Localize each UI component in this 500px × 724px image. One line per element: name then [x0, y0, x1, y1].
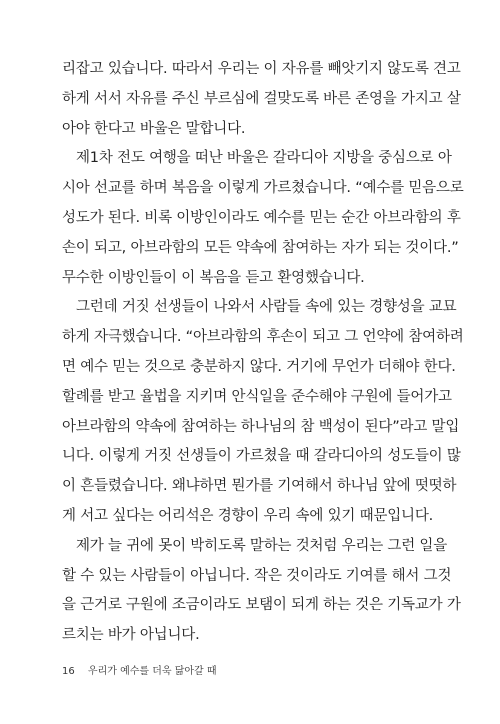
body-line: 리잡고 있습니다. 따라서 우리는 이 자유를 빼앗기지 않도록 견고 — [62, 61, 461, 77]
body-line: 르치는 바가 아닙니다. — [62, 627, 200, 643]
body-line: 하게 자극했습니다. “아브라함의 후손이 되고 그 언약에 참여하려 — [62, 329, 464, 345]
body-line: 니다. 이렇게 거짓 선생들이 가르쳤을 때 갈라디아의 성도들이 많 — [62, 448, 461, 464]
body-line: 성도가 된다. 비록 이방인이라도 예수를 믿는 순간 아브라함의 후 — [62, 210, 461, 226]
body-line: 아브라함의 약속에 참여하는 하나님의 참 백성이 된다”라고 말입 — [62, 419, 460, 435]
page-footer — [62, 665, 217, 679]
body-line: 시아 선교를 하며 복음을 이렇게 가르쳤습니다. “예수를 믿음으로 — [62, 180, 464, 196]
body-line: 무수한 이방인들이 이 복음을 듣고 환영했습니다. — [62, 270, 365, 286]
body-line: 그런데 거짓 선생들이 나와서 사람들 속에 있는 경향성을 교묘 — [76, 299, 457, 315]
body-line: 하게 서서 자유를 주신 부르심에 걸맞도록 바른 존영을 가지고 살 — [62, 91, 461, 107]
body-line: 손이 되고, 아브라함의 모든 약속에 참여하는 자가 되는 것이다.” — [62, 240, 459, 256]
body-line: 할 수 있는 사람들이 아닙니다. 작은 것이라도 기여를 해서 그것 — [62, 568, 452, 584]
body-line: 아야 한다고 바울은 말합니다. — [62, 121, 246, 137]
body-line: 할례를 받고 율법을 지키며 안식일을 준수해야 구원에 들어가고 — [62, 389, 452, 405]
body-line: 이 흔들렸습니다. 왜냐하면 뭔가를 기여해서 하나님 앞에 떳떳하 — [62, 478, 457, 494]
page-number: 16 — [62, 666, 75, 677]
body-line: 게 서고 싶다는 어리석은 경향이 우리 속에 있기 때문입니다. — [62, 508, 434, 524]
body-line: 제가 늘 귀에 못이 박히도록 말하는 것처럼 우리는 그런 일을 — [76, 538, 448, 554]
body-line: 제1차 전도 여행을 떠난 바울은 갈라디아 지방을 중심으로 아 — [76, 150, 452, 166]
body-line: 면 예수 믿는 것으로 충분하지 않다. 거기에 무언가 더해야 한다. — [62, 359, 456, 375]
body-line: 을 근거로 구원에 조금이라도 보탬이 되게 하는 것은 기독교가 가 — [62, 597, 461, 613]
running-title: 우리가 예수를 더욱 닮아갈 때 — [87, 666, 217, 677]
